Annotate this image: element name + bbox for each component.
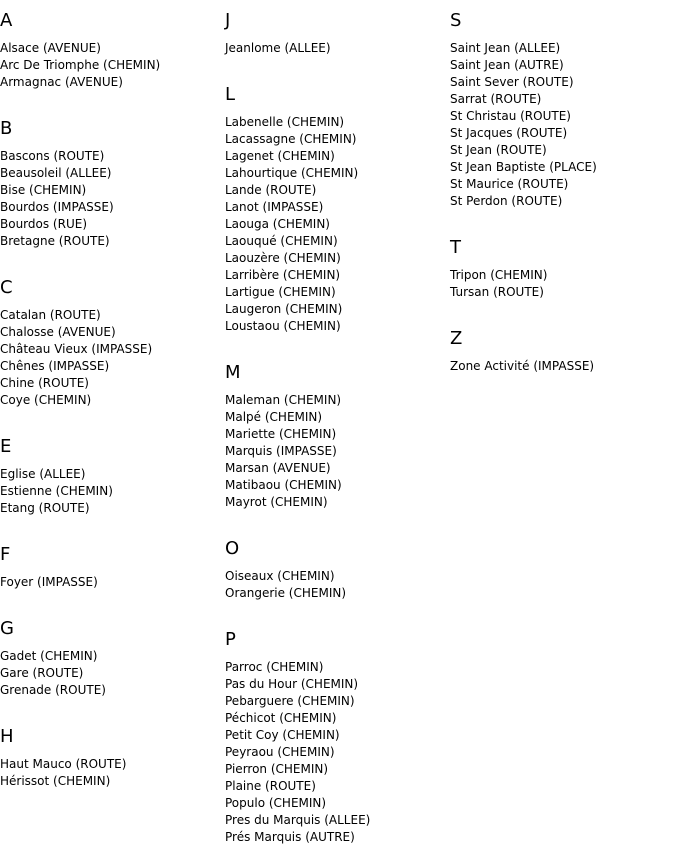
- street-list: [0, 574, 160, 591]
- street-item: Haut Mauco (ROUTE): [0, 757, 127, 771]
- street-item: Catalan (ROUTE): [0, 308, 101, 322]
- street-item: Maleman (CHEMIN): [225, 393, 342, 407]
- letter-heading: H: [0, 726, 14, 747]
- street-item: Eglise (ALLEE): [0, 467, 86, 481]
- street-item: Hérissot (CHEMIN): [0, 774, 111, 788]
- letter-heading: B: [0, 118, 13, 139]
- street-item: Arc De Triomphe (CHEMIN): [0, 58, 161, 72]
- street-list: [0, 148, 160, 250]
- street-item: Bascons (ROUTE): [0, 149, 105, 163]
- street-item: Labenelle (CHEMIN): [225, 115, 345, 129]
- street-list: [450, 40, 597, 210]
- street-list: [450, 267, 597, 301]
- street-list: [225, 114, 370, 335]
- street-item: Saint Jean (AUTRE): [450, 58, 564, 72]
- letter-heading: L: [225, 84, 236, 105]
- street-list: [225, 40, 370, 57]
- letter-group-j: [225, 0, 370, 57]
- street-item: St Christau (ROUTE): [450, 109, 571, 123]
- street-item: Alsace (AVENUE): [0, 41, 101, 55]
- street-item: Coye (CHEMIN): [0, 393, 92, 407]
- street-item: Petit Coy (CHEMIN): [225, 728, 340, 742]
- street-list: [225, 392, 370, 511]
- letter-heading: A: [0, 10, 13, 31]
- street-item: Marsan (AVENUE): [225, 461, 331, 475]
- street-item: Bourdos (RUE): [0, 217, 87, 231]
- street-item: Etang (ROUTE): [0, 501, 90, 515]
- street-item: Beausoleil (ALLEE): [0, 166, 112, 180]
- street-item: Jeanlome (ALLEE): [225, 41, 331, 55]
- letter-group-o: [225, 528, 370, 602]
- street-item: Lagenet (CHEMIN): [225, 149, 335, 163]
- letter-group-z: [450, 318, 597, 375]
- street-item: Lartigue (CHEMIN): [225, 285, 336, 299]
- street-item: Sarrat (ROUTE): [450, 92, 542, 106]
- street-item: Chênes (IMPASSE): [0, 359, 110, 373]
- letter-group-h: [0, 716, 160, 790]
- letter-heading: O: [225, 538, 240, 559]
- street-item: Larribère (CHEMIN): [225, 268, 341, 282]
- street-item: Mayrot (CHEMIN): [225, 495, 328, 509]
- street-list: [0, 648, 160, 699]
- street-item: Pierron (CHEMIN): [225, 762, 329, 776]
- street-item: Loustaou (CHEMIN): [225, 319, 341, 333]
- street-item: St Jacques (ROUTE): [450, 126, 568, 140]
- street-item: Laouga (CHEMIN): [225, 217, 330, 231]
- street-item: Peyraou (CHEMIN): [225, 745, 335, 759]
- street-item: Oiseaux (CHEMIN): [225, 569, 335, 583]
- street-item: Armagnac (AVENUE): [0, 75, 123, 89]
- street-item: Pebarguere (CHEMIN): [225, 694, 355, 708]
- column-1: [0, 0, 160, 807]
- letter-group-f: [0, 534, 160, 591]
- letter-heading: G: [0, 618, 14, 639]
- street-item: Laouqué (CHEMIN): [225, 234, 338, 248]
- street-item: Bise (CHEMIN): [0, 183, 87, 197]
- street-item: Gadet (CHEMIN): [0, 649, 98, 663]
- street-item: Mariette (CHEMIN): [225, 427, 337, 441]
- letter-heading: E: [0, 436, 12, 457]
- letter-heading: F: [0, 544, 11, 565]
- street-item: Orangerie (CHEMIN): [225, 586, 347, 600]
- street-list: [225, 659, 370, 846]
- letter-group-l: [225, 74, 370, 335]
- letter-heading: J: [225, 10, 231, 31]
- letter-group-s: [450, 0, 597, 210]
- street-item: Malpé (CHEMIN): [225, 410, 323, 424]
- letter-group-m: [225, 352, 370, 511]
- street-list: [0, 40, 160, 91]
- street-item: Pas du Hour (CHEMIN): [225, 677, 359, 691]
- street-item: Lande (ROUTE): [225, 183, 317, 197]
- street-item: Parroc (CHEMIN): [225, 660, 324, 674]
- street-item: Grenade (ROUTE): [0, 683, 106, 697]
- street-item: Tursan (ROUTE): [450, 285, 544, 299]
- letter-group-a: [0, 0, 160, 91]
- street-list: [0, 756, 160, 790]
- street-item: Zone Activité (IMPASSE): [450, 359, 595, 373]
- street-item: Chine (ROUTE): [0, 376, 89, 390]
- letter-heading: M: [225, 362, 241, 383]
- street-item: Populo (CHEMIN): [225, 796, 327, 810]
- letter-group-e: [0, 426, 160, 517]
- letter-heading: S: [450, 10, 462, 31]
- street-item: Laouzère (CHEMIN): [225, 251, 341, 265]
- street-item: St Maurice (ROUTE): [450, 177, 569, 191]
- street-item: Lahourtique (CHEMIN): [225, 166, 359, 180]
- letter-group-t: [450, 227, 597, 301]
- column-2: [225, 0, 370, 863]
- street-item: Lanot (IMPASSE): [225, 200, 324, 214]
- street-item: St Perdon (ROUTE): [450, 194, 563, 208]
- street-list: [0, 307, 160, 409]
- street-item: Saint Sever (ROUTE): [450, 75, 574, 89]
- street-list: [450, 358, 597, 375]
- street-item: Gare (ROUTE): [0, 666, 84, 680]
- letter-group-p: [225, 619, 370, 846]
- street-item: Prés Marquis (AUTRE): [225, 830, 355, 844]
- street-item: St Jean (ROUTE): [450, 143, 547, 157]
- letter-group-c: [0, 267, 160, 409]
- street-item: Marquis (IMPASSE): [225, 444, 337, 458]
- street-list: [0, 466, 160, 517]
- street-item: Laugeron (CHEMIN): [225, 302, 343, 316]
- street-item: Bourdos (IMPASSE): [0, 200, 114, 214]
- street-item: Tripon (CHEMIN): [450, 268, 548, 282]
- letter-heading: T: [450, 237, 461, 258]
- street-item: St Jean Baptiste (PLACE): [450, 160, 597, 174]
- street-list: [225, 568, 370, 602]
- letter-heading: P: [225, 629, 236, 650]
- street-item: Lacassagne (CHEMIN): [225, 132, 357, 146]
- street-item: Estienne (CHEMIN): [0, 484, 113, 498]
- street-item: Pres du Marquis (ALLEE): [225, 813, 371, 827]
- street-item: Château Vieux (IMPASSE): [0, 342, 153, 356]
- street-item: Matibaou (CHEMIN): [225, 478, 342, 492]
- letter-group-g: [0, 608, 160, 699]
- street-item: Bretagne (ROUTE): [0, 234, 110, 248]
- street-item: Chalosse (AVENUE): [0, 325, 116, 339]
- letter-heading: C: [0, 277, 13, 298]
- column-3: [450, 0, 597, 392]
- letter-group-b: [0, 108, 160, 250]
- street-item: Péchicot (CHEMIN): [225, 711, 337, 725]
- street-item: Plaine (ROUTE): [225, 779, 316, 793]
- street-item: Saint Jean (ALLEE): [450, 41, 561, 55]
- letter-heading: Z: [450, 328, 463, 349]
- street-item: Foyer (IMPASSE): [0, 575, 98, 589]
